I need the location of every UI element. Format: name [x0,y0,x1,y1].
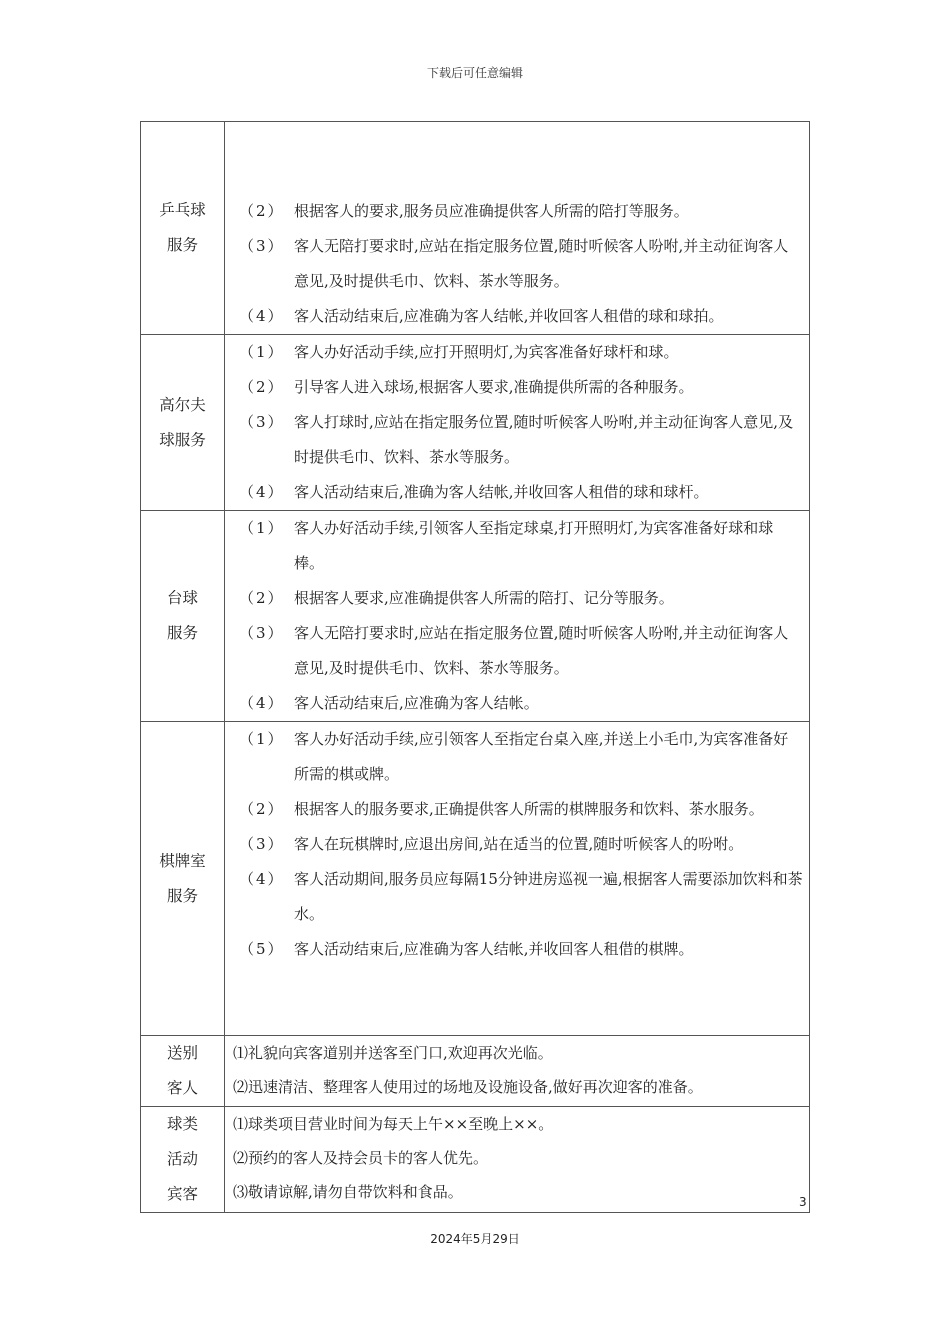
list-item: （2） 引导客人进入球场,根据客人要求,准确提供所需的各种服务。 [239,378,694,396]
list-item: （3） 客人无陪打要求时,应站在指定服务位置,随时听候客人吩咐,并主动征询客人意见,及时提供毛巾、饮料、茶水等服务。 [239,624,789,677]
list-item: （4） 客人活动结束后,应准确为客人结帐。 [239,694,539,712]
table-row [141,122,810,335]
list-item: （3） 客人打球时,应站在指定服务位置,随时听候客人吩咐,并主动征询客人意见,及时提供毛巾、饮料、茶水等服务。 [239,413,794,466]
list-item: （5） 客人活动结束后,应准确为客人结帐,并收回客人租借的棋牌。 [239,940,694,958]
row-content [225,722,810,1036]
table-row [141,511,810,722]
row-label: 棋牌室 服务 [141,722,225,1036]
list-item: （4） 客人活动期间,服务员应每隔15分钟进房巡视一遍,根据客人需要添加饮料和茶水。 [239,870,803,923]
table-row [141,335,810,511]
list-item: ⑵迅速清洁、整理客人使用过的场地及设施设备,做好再次迎客的准备。 [233,1078,703,1096]
page-date: 2024年5月29日 [430,1232,520,1246]
row-label: 高尔夫 球服务 [141,335,225,511]
row-content [225,1036,810,1107]
list-item: ⑶敬请谅解,请勿自带饮料和食品。 [233,1183,463,1201]
list-item: （4） 客人活动结束后,准确为客人结帐,并收回客人租借的球和球杆。 [239,483,709,501]
list-item: （2） 根据客人要求,应准确提供客人所需的陪打、记分等服务。 [239,589,674,607]
page-number: 3 [799,1195,807,1209]
list-item: （3） 客人无陪打要求时,应站在指定服务位置,随时听候客人吩咐,并主动征询客人意见,及时提供毛巾、饮料、茶水等服务。 [239,237,789,290]
list-item: ⑴球类项目营业时间为每天上午××至晚上××。 [233,1115,554,1133]
list-item: ⑵预约的客人及持会员卡的客人优先。 [233,1149,489,1167]
list-item: （4） 客人活动结束后,应准确为客人结帐,并收回客人租借的球和球拍。 [239,307,724,325]
list-item: （1） 客人办好活动手续,引领客人至指定球桌,打开照明灯,为宾客准备好球和球棒。 [239,519,774,572]
row-label: 台球 服务 [141,511,225,722]
row-content [225,511,810,722]
table-row [141,722,810,1036]
row-label: 球类 活动 宾客 [141,1107,225,1213]
list-item: （2） 根据客人的服务要求,正确提供客人所需的棋牌服务和饮料、茶水服务。 [239,800,764,818]
list-item: ⑴礼貌向宾客道别并送客至门口,欢迎再次光临。 [233,1044,553,1062]
table-row [141,1107,810,1213]
row-content [225,335,810,511]
row-label: 送别 客人 [141,1036,225,1107]
service-table [140,121,810,1213]
row-label: 乒乓球 服务 [141,122,225,335]
list-item: （1） 客人办好活动手续,应引领客人至指定台桌入座,并送上小毛巾,为宾客准备好所需的棋或牌。 [239,730,789,783]
row-content [225,122,810,335]
row-content [225,1107,810,1213]
list-item: （1） 客人办好活动手续,应打开照明灯,为宾客准备好球杆和球。 [239,343,679,361]
table-row [141,1036,810,1107]
page-header: 下载后可任意编辑 [426,66,523,80]
list-item: （2） 根据客人的要求,服务员应准确提供客人所需的陪打等服务。 [239,202,689,220]
list-item: （3） 客人在玩棋牌时,应退出房间,站在适当的位置,随时听候客人的吩咐。 [239,835,744,853]
